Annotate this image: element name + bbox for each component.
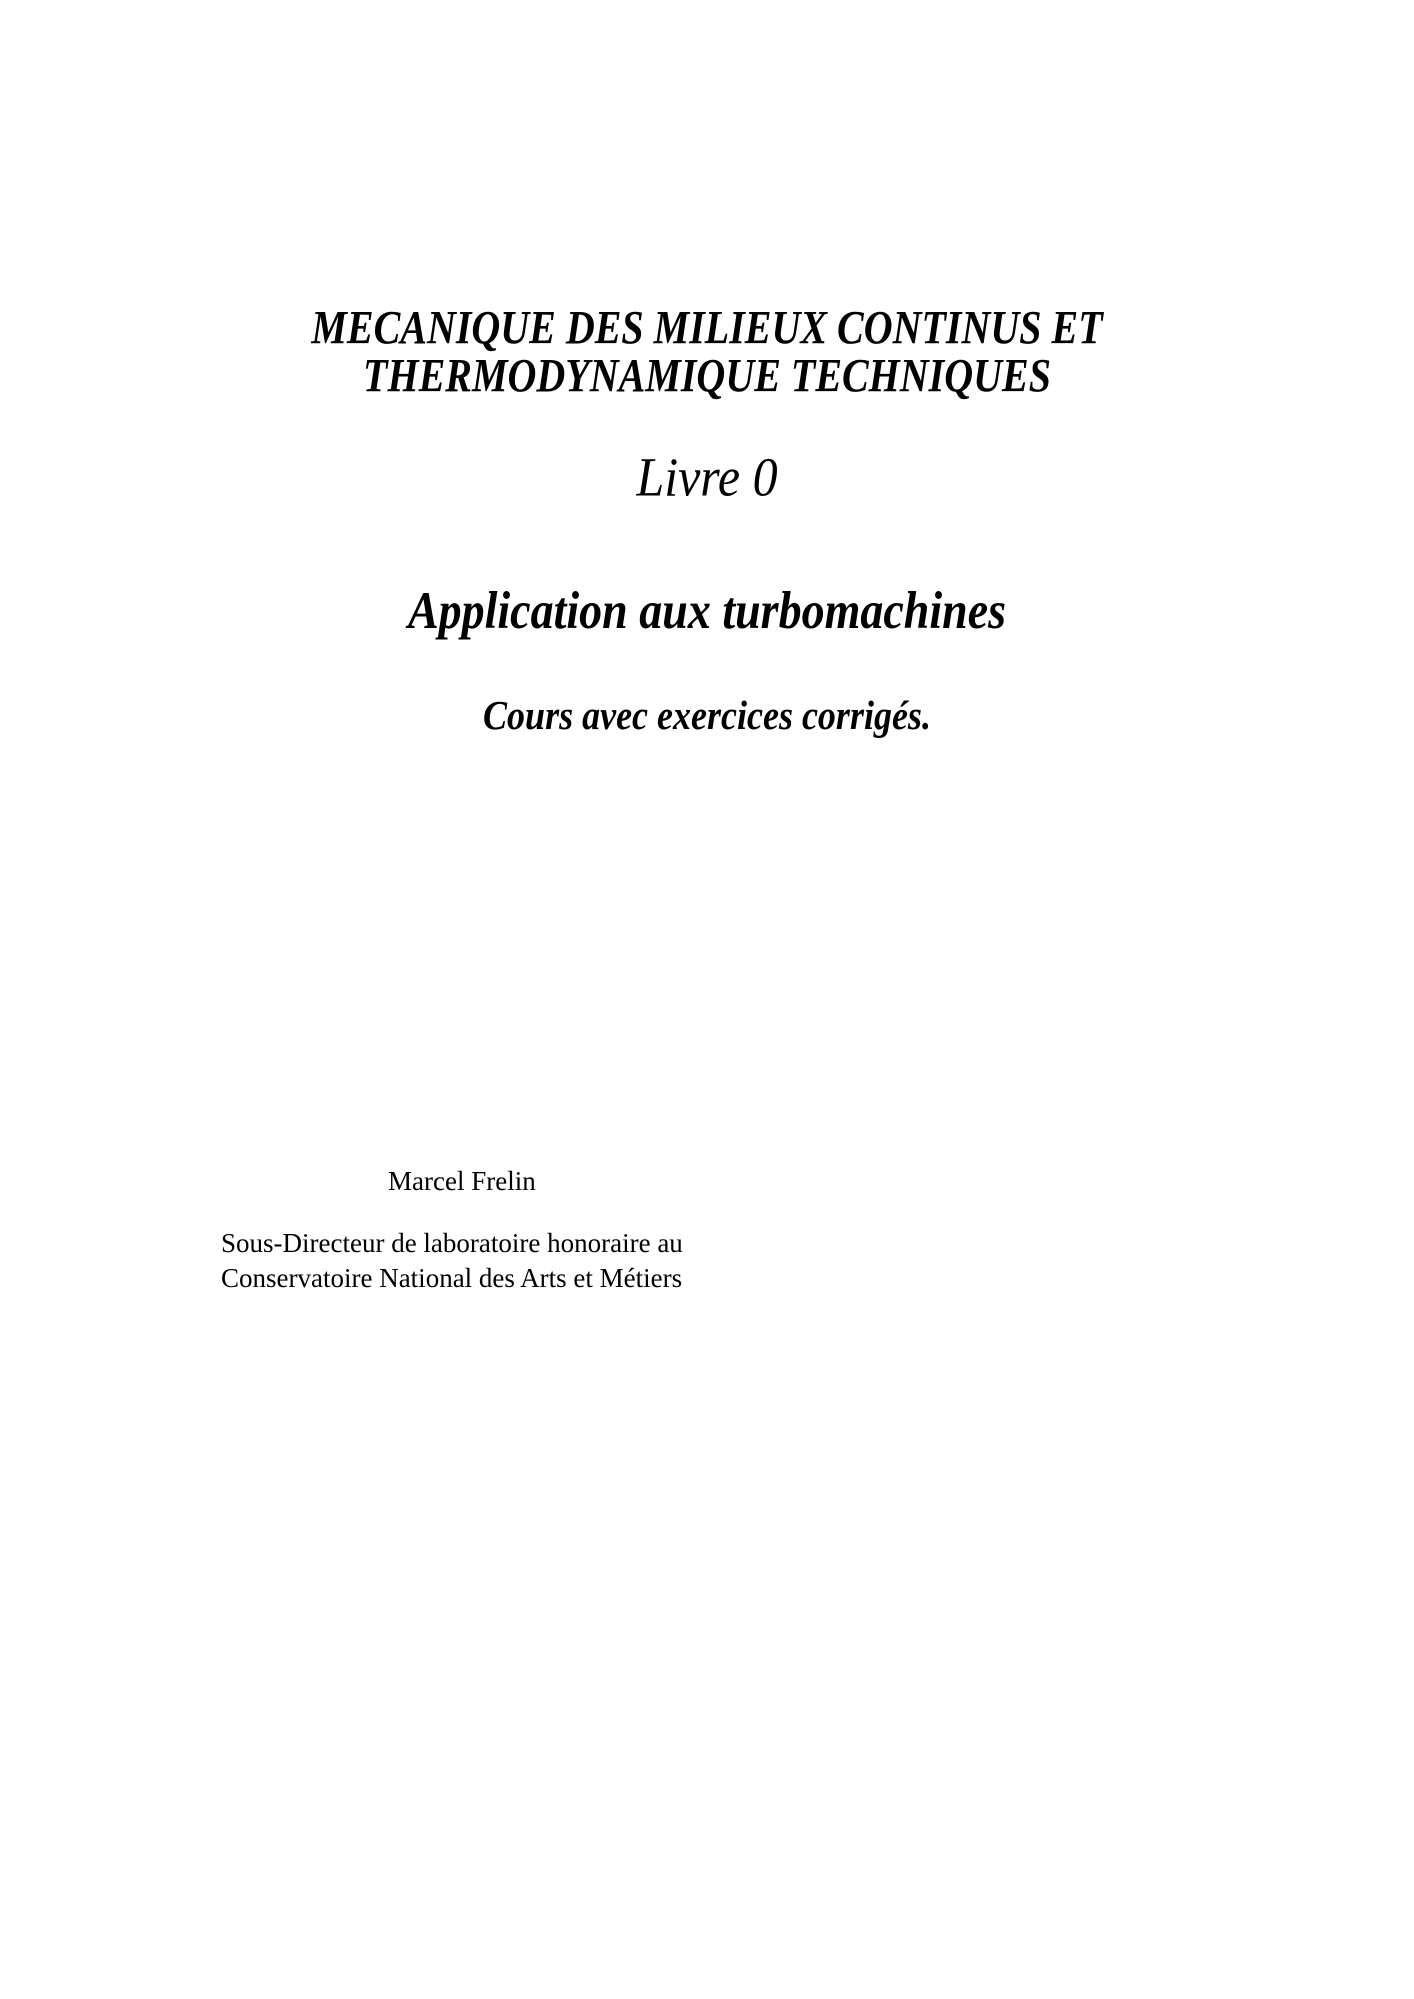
title-line-1: MECANIQUE DES MILIEUX CONTINUS ET	[311, 300, 1103, 355]
author-affiliation-line-2: Conservatoire National des Arts et Métiers	[221, 1263, 683, 1293]
tagline: Cours avec exercices corrigés.	[483, 692, 931, 738]
volume-label: Livre 0	[636, 446, 778, 508]
title-line-2: THERMODYNAMIQUE TECHNIQUES	[363, 348, 1051, 403]
author-name: Marcel Frelin	[388, 1166, 536, 1196]
author-affiliation-line-1: Sous-Directeur de laboratoire honoraire au	[221, 1228, 683, 1258]
subtitle: Application aux turbomachines	[407, 581, 1007, 640]
